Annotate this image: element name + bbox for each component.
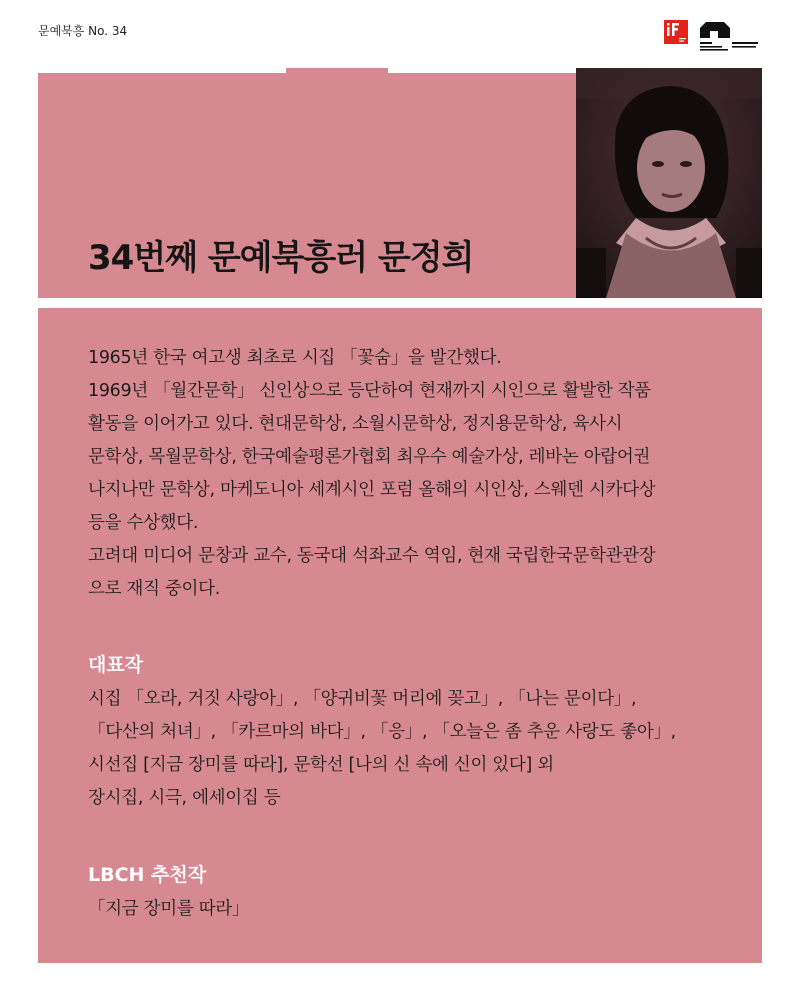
representative-works-line: 시집 「오라, 거짓 사랑아」, 「양귀비꽃 머리에 꽂고」, 「나는 문이다」, xyxy=(88,689,637,709)
series-label: 문예북흥 No. 34 xyxy=(38,24,128,38)
bio-line: 등을 수상했다. xyxy=(88,513,199,533)
representative-works-line: 장시집, 시극, 에세이집 등 xyxy=(88,788,281,808)
bio-line: 1965년 한국 여고생 최초로 시집 「꽃숨」을 발간했다. xyxy=(88,348,502,368)
representative-works-heading: 대표작 xyxy=(88,654,144,676)
bio-line: 1969년 「월간문학」 신인상으로 등단하여 현재까지 시인으로 활발한 작품 xyxy=(88,381,651,401)
bio-line: 으로 재직 중이다. xyxy=(88,579,221,599)
recommendation-heading: LBCH 추천작 xyxy=(88,864,207,886)
page-title: 34번째 문예북흥러 문정희 xyxy=(88,238,474,278)
bio-line: 나지나만 문학상, 마케도니아 세계시인 포럼 올해의 시인상, 스웨덴 시카다상 xyxy=(88,480,656,500)
sponsor-logos xyxy=(664,20,762,56)
representative-works-line: 시선집 [지금 장미를 따라], 문학선 [나의 신 속에 신이 있다] 외 xyxy=(88,755,554,775)
bio-line: 문학상, 목월문학상, 한국예술평론가협회 최우수 예술가상, 레바논 아랍어권 xyxy=(88,447,651,467)
bio-line: 고려대 미디어 문창과 교수, 동국대 석좌교수 역임, 현재 국립한국문학관관장 xyxy=(88,546,656,566)
representative-works-line: 「다산의 처녀」, 「카르마의 바다」, 「응」, 「오늘은 좀 추운 사랑도 좋아」, xyxy=(88,722,676,742)
if-design-award-logo xyxy=(664,20,688,44)
content-panel xyxy=(38,308,762,963)
recommendation-line: 「지금 장미를 따라」 xyxy=(88,899,250,919)
author-portrait xyxy=(576,68,762,298)
concert-hall-logo xyxy=(698,20,762,56)
bio-line: 활동을 이어가고 있다. 현대문학상, 소월시문학상, 정지용문학상, 육사시 xyxy=(88,414,623,434)
